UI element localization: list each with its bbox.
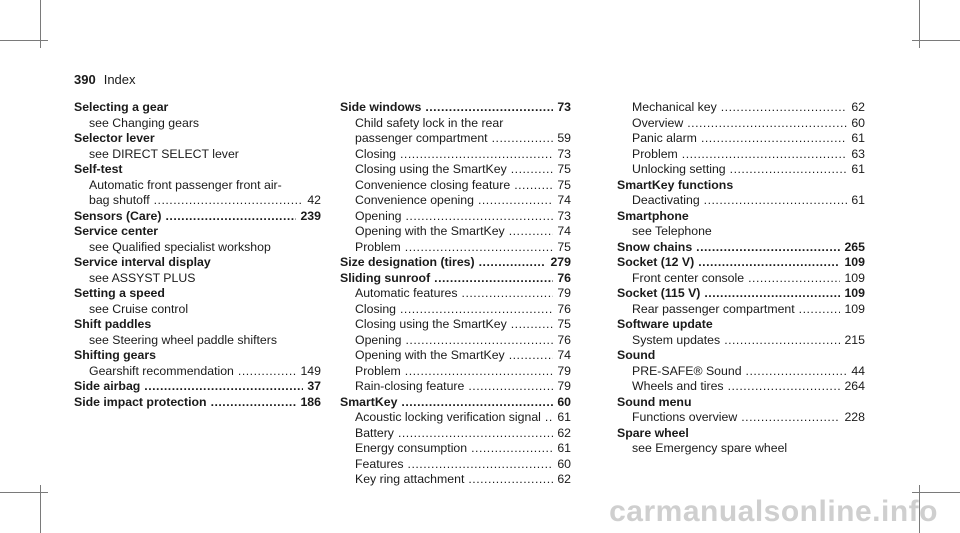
page-reference: 42 <box>307 193 321 207</box>
entry-heading: Smartphone <box>617 208 689 223</box>
sub-entry-text: Panic alarm <box>632 131 697 145</box>
dot-leader <box>511 162 554 178</box>
entry-heading: Shifting gears <box>74 348 156 362</box>
page-reference: 279 <box>550 255 571 269</box>
sub-entry <box>617 333 865 349</box>
sub-entry: Child safety lock in the rear <box>355 115 504 130</box>
page-reference: 74 <box>557 348 571 362</box>
page-reference: 75 <box>557 317 571 331</box>
sub-entry: see DIRECT SELECT lever <box>89 146 239 161</box>
page-reference: 215 <box>844 332 865 347</box>
index-column-2 <box>340 100 571 488</box>
entry-heading: SmartKey functions <box>617 177 734 192</box>
sub-entry: Automatic front passenger front air- <box>89 177 282 192</box>
sub-entry <box>340 333 571 349</box>
page-reference: 228 <box>844 410 865 424</box>
index-entry <box>617 426 865 457</box>
entry-heading: Software update <box>617 317 713 331</box>
sub-entry <box>340 240 571 256</box>
dot-leader <box>398 426 553 442</box>
crop-mark <box>912 40 960 41</box>
sub-entry-text: Problem <box>355 239 401 254</box>
page-reference: 76 <box>557 301 571 316</box>
sub-entry <box>617 410 865 426</box>
dot-leader <box>746 364 848 380</box>
index-entry <box>74 100 321 131</box>
dot-leader <box>492 131 554 147</box>
sub-entry-text: Rain-closing feature <box>355 379 465 393</box>
watermark: carmanualsonline.info <box>609 495 938 528</box>
index-column-1 <box>74 100 321 410</box>
dot-leader <box>687 116 847 132</box>
sub-entry <box>340 286 571 302</box>
dot-leader <box>462 286 554 302</box>
index-entry <box>74 379 321 395</box>
sub-entry-text: Unlocking setting <box>632 162 726 176</box>
sub-entry <box>617 147 865 163</box>
entry-heading: Shift paddles <box>74 317 152 331</box>
sub-entry <box>340 379 571 395</box>
sub-entry-text: System updates <box>632 332 721 347</box>
dot-leader <box>748 271 840 287</box>
index-entry <box>74 395 321 411</box>
index-entry <box>74 209 321 225</box>
index-entry <box>340 255 571 271</box>
dot-leader <box>698 255 840 271</box>
sub-entry <box>340 162 571 178</box>
sub-entry-text: Closing using the SmartKey <box>355 317 507 331</box>
dot-leader <box>479 255 547 271</box>
page-reference: 73 <box>557 208 571 223</box>
entry-heading <box>617 286 865 302</box>
entry-heading <box>617 240 865 256</box>
sub-entry-text: Problem <box>632 146 678 161</box>
sub-entry <box>617 379 865 395</box>
dot-leader <box>406 333 554 349</box>
dot-leader <box>400 302 553 318</box>
sub-entry-text: passenger compartment <box>355 131 488 145</box>
page-reference: 74 <box>557 224 571 238</box>
sub-entry <box>340 441 571 457</box>
dot-leader <box>511 317 554 333</box>
sub-entry-text: Acoustic locking verification signal <box>355 410 541 424</box>
dot-leader <box>514 178 553 194</box>
sub-entry <box>340 317 571 333</box>
sub-entry <box>617 364 865 380</box>
page-header <box>74 72 136 87</box>
sub-entry <box>340 457 571 473</box>
page-reference: 73 <box>557 146 571 161</box>
page-reference: 186 <box>300 394 321 409</box>
entry-heading: Sound <box>617 348 656 362</box>
entry-heading <box>617 255 865 271</box>
index-entry <box>617 240 865 256</box>
sub-entry-text: Closing using the SmartKey <box>355 162 507 176</box>
sub-entry-text: PRE-SAFE® Sound <box>632 363 742 378</box>
sub-entry-text: bag shutoff <box>89 193 150 207</box>
sub-entry-text: Front center console <box>632 270 745 285</box>
sub-entry: see Emergency spare wheel <box>632 441 788 455</box>
dot-leader <box>434 271 553 287</box>
sub-entry <box>340 131 571 147</box>
sub-entry-text: Key ring attachment <box>355 472 465 486</box>
page-reference: 61 <box>851 131 865 145</box>
sub-entry <box>340 193 571 209</box>
sub-entry-text: Convenience opening <box>355 193 474 207</box>
entry-heading: Spare wheel <box>617 425 689 440</box>
index-entry <box>617 178 865 209</box>
index-entry <box>617 348 865 395</box>
entry-heading <box>74 209 321 225</box>
page-reference: 76 <box>557 270 571 285</box>
dot-leader <box>741 410 840 426</box>
sub-entry: see Changing gears <box>89 115 200 130</box>
dot-leader <box>545 410 553 426</box>
dot-leader <box>408 457 554 473</box>
sub-entry: see Telephone <box>632 224 712 238</box>
dot-leader <box>799 302 841 318</box>
page-reference: 265 <box>844 239 865 254</box>
dot-leader <box>701 131 847 147</box>
dot-leader <box>165 209 296 225</box>
entry-heading: Service interval display <box>74 255 211 269</box>
page-reference: 62 <box>851 100 865 114</box>
dot-leader <box>468 379 553 395</box>
section-title: Index <box>103 72 136 87</box>
index-column-3 <box>617 100 865 457</box>
entry-heading-text: Size designation (tires) <box>340 255 475 269</box>
sub-entry <box>340 147 571 163</box>
page-reference: 109 <box>844 286 865 300</box>
entry-heading: Self-test <box>74 162 123 176</box>
sub-entry: see Qualified specialist workshop <box>89 239 271 254</box>
sub-entry-text: Opening with the SmartKey <box>355 224 505 238</box>
entry-heading <box>340 255 571 271</box>
sub-entry <box>617 302 865 318</box>
dot-leader <box>406 209 554 225</box>
page-reference: 60 <box>557 456 571 471</box>
entry-heading-text: Sliding sunroof <box>340 270 431 285</box>
sub-entry-text: Automatic features <box>355 286 458 300</box>
sub-entry <box>340 302 571 318</box>
dot-leader <box>425 100 553 116</box>
sub-entry <box>617 162 865 178</box>
sub-entry <box>617 116 865 132</box>
crop-mark <box>0 40 48 41</box>
page-reference: 62 <box>557 472 571 486</box>
entry-heading-text: Side impact protection <box>74 394 207 409</box>
index-entry <box>74 131 321 162</box>
page-reference: 63 <box>851 146 865 161</box>
sub-entry-text: Opening with the SmartKey <box>355 348 505 362</box>
sub-entry-text: Closing <box>355 301 397 316</box>
page-reference: 61 <box>557 441 571 455</box>
sub-entry-text: Rear passenger compartment <box>632 301 795 316</box>
sub-entry: see ASSYST PLUS <box>89 270 196 285</box>
crop-mark <box>912 492 960 493</box>
entry-heading-text: Side airbag <box>74 379 141 393</box>
index-entry <box>340 100 571 255</box>
sub-entry <box>74 364 321 380</box>
sub-entry-text: Battery <box>355 425 394 440</box>
sub-entry <box>617 100 865 116</box>
entry-heading: Service center <box>74 224 159 238</box>
entry-heading <box>74 379 321 395</box>
index-entry <box>74 286 321 317</box>
page-reference: 75 <box>557 239 571 254</box>
sub-entry-text: Features <box>355 456 404 471</box>
dot-leader <box>468 472 553 488</box>
page-reference: 264 <box>844 379 865 393</box>
dot-leader <box>721 100 848 116</box>
index-entry <box>617 255 865 286</box>
sub-entry-text: Deactivating <box>632 193 700 207</box>
page-reference: 109 <box>844 255 865 269</box>
page-reference: 79 <box>557 379 571 393</box>
entry-heading-text: Side windows <box>340 100 422 114</box>
dot-leader <box>509 224 554 240</box>
dot-leader <box>471 441 553 457</box>
sub-entry <box>340 209 571 225</box>
sub-entry <box>340 224 571 240</box>
sub-entry-text: Functions overview <box>632 410 738 424</box>
page-reference: 75 <box>557 162 571 176</box>
sub-entry-text: Opening <box>355 332 402 347</box>
dot-leader <box>724 333 840 349</box>
dot-leader <box>730 162 848 178</box>
entry-heading <box>340 395 571 411</box>
sub-entry-text: Convenience closing feature <box>355 177 511 192</box>
sub-entry-text: Closing <box>355 146 397 161</box>
index-entry <box>74 348 321 379</box>
index-entry <box>74 162 321 209</box>
dot-leader <box>704 286 840 302</box>
page-reference: 75 <box>557 177 571 192</box>
index-entry <box>74 255 321 286</box>
page-reference: 37 <box>307 379 321 393</box>
sub-entry: see Steering wheel paddle shifters <box>89 332 277 347</box>
dot-leader <box>405 364 554 380</box>
dot-leader <box>211 395 297 411</box>
page-reference: 61 <box>851 193 865 207</box>
sub-entry-text: Problem <box>355 363 401 378</box>
sub-entry <box>617 193 865 209</box>
crop-mark <box>0 492 48 493</box>
dot-leader <box>144 379 303 395</box>
dot-leader <box>478 193 553 209</box>
page-reference: 79 <box>557 286 571 300</box>
entry-heading-text: Socket (115 V) <box>617 286 701 300</box>
entry-heading: Sound menu <box>617 394 692 409</box>
page-reference: 60 <box>557 394 571 409</box>
dot-leader <box>154 193 304 209</box>
page-reference: 61 <box>557 410 571 424</box>
sub-entry-text: Opening <box>355 208 402 223</box>
sub-entry <box>617 131 865 147</box>
page-reference: 59 <box>557 131 571 145</box>
page-reference: 44 <box>851 363 865 378</box>
index-entry <box>340 395 571 488</box>
sub-entry: see Cruise control <box>89 301 189 316</box>
sub-entry-text: Wheels and tires <box>632 379 724 393</box>
sub-entry-text: Gearshift recommendation <box>89 363 234 378</box>
entry-heading-text: Socket (12 V) <box>617 255 695 269</box>
entry-heading: Setting a speed <box>74 286 165 300</box>
entry-heading-text: Snow chains <box>617 239 693 254</box>
dot-leader <box>405 240 554 256</box>
page-reference: 239 <box>300 208 321 223</box>
index-entry <box>74 317 321 348</box>
index-entry <box>617 209 865 240</box>
entry-heading: Selecting a gear <box>74 100 169 114</box>
entry-heading <box>74 395 321 411</box>
index-entry <box>617 286 865 317</box>
sub-entry <box>340 348 571 364</box>
page-reference: 74 <box>557 193 571 207</box>
page-reference: 60 <box>851 115 865 130</box>
index-entry <box>617 395 865 426</box>
sub-entry-text: Overview <box>632 115 684 130</box>
index-entry <box>617 100 865 178</box>
sub-entry <box>617 271 865 287</box>
sub-entry <box>340 472 571 488</box>
page-reference: 109 <box>844 270 865 285</box>
page-reference: 61 <box>851 162 865 176</box>
dot-leader <box>728 379 841 395</box>
entry-heading <box>340 271 571 287</box>
dot-leader <box>696 240 840 256</box>
entry-heading <box>340 100 571 116</box>
page-number: 390 <box>74 72 96 87</box>
dot-leader <box>704 193 848 209</box>
sub-entry <box>340 178 571 194</box>
dot-leader <box>400 147 553 163</box>
index-entry <box>617 317 865 348</box>
page-reference: 76 <box>557 332 571 347</box>
sub-entry <box>74 193 321 209</box>
page-reference: 149 <box>300 363 321 378</box>
entry-heading: Selector lever <box>74 131 155 145</box>
dot-leader <box>238 364 297 380</box>
sub-entry-text: Mechanical key <box>632 100 717 114</box>
dot-leader <box>682 147 848 163</box>
page-reference: 109 <box>844 301 865 316</box>
entry-heading-text: Sensors (Care) <box>74 208 162 223</box>
dot-leader <box>509 348 554 364</box>
sub-entry <box>340 364 571 380</box>
page-reference: 62 <box>557 425 571 440</box>
dot-leader <box>401 395 553 411</box>
page-reference: 79 <box>557 363 571 378</box>
index-entry <box>74 224 321 255</box>
page-reference: 73 <box>557 100 571 114</box>
entry-heading-text: SmartKey <box>340 394 398 409</box>
sub-entry <box>340 410 571 426</box>
index-entry <box>340 271 571 395</box>
sub-entry-text: Energy consumption <box>355 441 468 455</box>
sub-entry <box>340 426 571 442</box>
